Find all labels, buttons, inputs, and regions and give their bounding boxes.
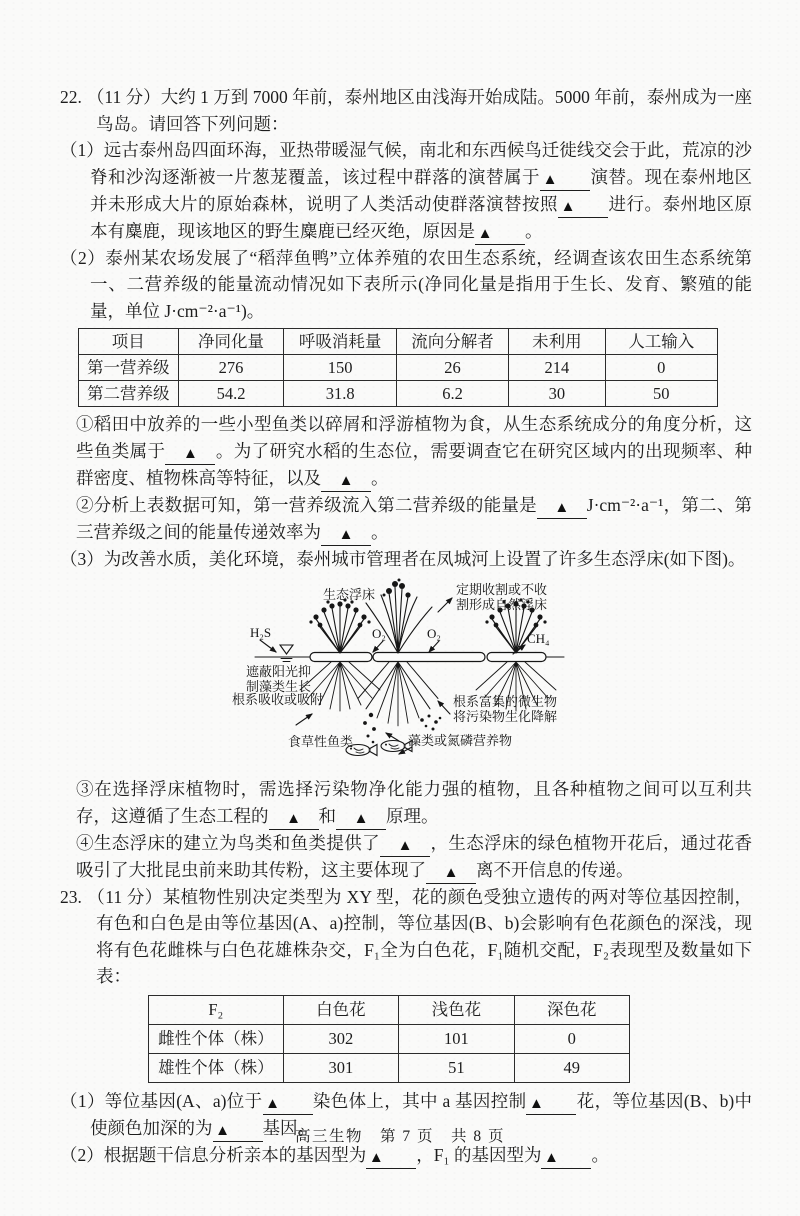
answer-blank: ▲ <box>336 811 386 830</box>
page-footer: 高三生物 第 7 页 共 8 页 <box>294 1128 505 1145</box>
algae-particles <box>420 715 441 731</box>
raft-middle <box>373 653 485 662</box>
iris-plant-middle <box>366 579 432 654</box>
label-harvest-1: 定期收割或不收 <box>456 582 548 597</box>
f2-phenotype-table <box>148 995 630 1083</box>
column-header: 净同化量 <box>178 329 284 355</box>
table-cell: 0 <box>605 355 717 381</box>
floating-rafts <box>310 653 546 662</box>
q23-part1: （1）等位基因(A、a)位于 ▲ 染色体上，其中 a 基因控制 ▲ 花，等位基因(B、b)中使颜色加深的为 ▲ 基因。 <box>60 1088 752 1142</box>
label-microbe-2: 将污染物生化降解 <box>453 709 558 724</box>
answer-blank: ▲ <box>380 838 430 857</box>
label-o2-left: O₂ <box>372 626 386 641</box>
table-header-row <box>79 329 718 355</box>
exam-page <box>60 84 752 1169</box>
table-cell: 276 <box>178 355 284 381</box>
label-algae-nutrients: 藻类或氮磷营养物 <box>408 733 513 748</box>
q22-part2-item2: ②分析上表数据可知，第一营养级流入第二营养级的能量是 ▲ J·cm⁻²·a⁻¹，第二、第三营养级之间的能量传递效率为 ▲ 。 <box>76 492 752 546</box>
q22-part3: （3）为改善水质，美化环境，泰州城市管理者在凤城河上设置了许多生态浮床(如下图)。 <box>60 548 746 569</box>
h2s-arrow <box>260 640 276 652</box>
column-header: 流向分解者 <box>396 329 508 355</box>
answer-blank: ▲ <box>426 865 476 884</box>
q23-stem-text: （11 分）某植物性别决定类型为 XY 型，花的颜色受独立遗传的两对等位基因控制，有色和白色是由等位基因(A、a)控制，等位基因(B、b)会影响有色花颜色的深浅，现将有色花雌株与白色花雄株杂交，F₁全为白色花，F₁随机交配，F₂表现型及数量如下表： <box>86 886 752 986</box>
q22-part2: （2）泰州某农场发展了“稻萍鱼鸭”立体养殖的农田生态系统，经调查该农田生态系统第一、二营养级的能量流动情况如下表所示(净同化量是指用于生长、发育、繁殖的能量，单位 J·cm⁻²·a⁻¹)。 <box>60 247 752 321</box>
microbe-arrow <box>438 701 450 714</box>
harvest-arrow <box>438 598 452 612</box>
table-cell: 214 <box>509 355 605 381</box>
raft-right <box>487 653 546 662</box>
q23-stem <box>60 884 752 990</box>
q22-number: 22. <box>60 87 82 107</box>
answer-blank: ▲ <box>541 1150 591 1169</box>
column-header: F₂ <box>149 995 284 1024</box>
table-cell: 雄性个体（株） <box>149 1053 284 1082</box>
q22-part3-item4: ④生态浮床的建立为鸟类和鱼类提供了 ▲ ，生态浮床的绿色植物开花后，通过花香吸引了大批昆虫前来助其传粉，这主要体现了 ▲ 离不开信息的传递。 <box>76 830 752 884</box>
label-root-absorb: 根系吸收或吸附 <box>232 692 324 707</box>
label-harvest-2: 割形成自然浮床 <box>456 597 548 612</box>
column-header: 未利用 <box>509 329 605 355</box>
answer-blank: ▲ <box>558 199 608 218</box>
fish-feed-arrow <box>386 733 399 741</box>
label-h2s: H₂S <box>250 625 272 640</box>
table-cell: 0 <box>514 1024 629 1053</box>
answer-blank: ▲ <box>526 1096 576 1115</box>
raft-left <box>310 653 372 662</box>
table-row <box>79 355 718 381</box>
table-cell: 6.2 <box>396 381 508 407</box>
table-cell: 50 <box>605 381 717 407</box>
label-shade-1: 遮蔽阳光抑 <box>246 664 312 679</box>
table-cell: 31.8 <box>284 381 396 407</box>
table-cell: 302 <box>283 1024 398 1053</box>
table-cell: 26 <box>396 355 508 381</box>
label-floating-bed: 生态浮床 <box>323 587 376 602</box>
label-herbivorous-fish: 食草性鱼类 <box>288 734 354 749</box>
table-cell: 301 <box>283 1053 398 1082</box>
answer-blank: ▲ <box>213 1123 263 1142</box>
question-22 <box>60 84 752 884</box>
column-header: 浅色花 <box>399 995 514 1024</box>
column-header: 项目 <box>79 329 179 355</box>
q22-stem <box>60 84 752 137</box>
answer-blank: ▲ <box>321 527 371 546</box>
floating-bed-figure <box>150 574 570 774</box>
label-shade-2: 制藻类生长 <box>246 679 312 694</box>
column-header: 深色花 <box>514 995 629 1024</box>
column-header: 人工输入 <box>605 329 717 355</box>
answer-blank: ▲ <box>366 1150 416 1169</box>
table-cell: 54.2 <box>178 381 284 407</box>
table-cell: 51 <box>399 1053 514 1082</box>
table-cell: 第二营养级 <box>79 381 179 407</box>
label-microbe-1: 根系富集的微生物 <box>453 694 558 709</box>
table-cell: 30 <box>509 381 605 407</box>
answer-blank: ▲ <box>540 172 590 191</box>
floating-bed-diagram <box>150 574 570 774</box>
answer-blank: ▲ <box>269 811 319 830</box>
water-level-icon <box>280 645 293 654</box>
q22-part2-item1: ①稻田中放养的一些小型鱼类以碎屑和浮游植物为食，从生态系统成分的角度分析，这些鱼类属于 ▲ 。为了研究水稻的生态位，需要调查它在研究区域内的出现频率、种群密度、植物株高等特征，以及 ▲ 。 <box>76 411 752 492</box>
table-row <box>149 1024 630 1053</box>
table-row <box>149 1053 630 1082</box>
table-cell: 49 <box>514 1053 629 1082</box>
q23-part2: （2）根据题干信息分析亲本的基因型为 ▲ ，F₁ 的基因型为 ▲ 。 <box>60 1142 752 1169</box>
column-header: 呼吸消耗量 <box>284 329 396 355</box>
o2-arrow-left <box>373 641 383 652</box>
q22-stem-text: （11 分）大约 1 万到 7000 年前，泰州地区由浅海开始成陆。5000 年前，泰州成为一座鸟岛。请回答下列问题： <box>86 87 752 134</box>
plant-cluster-left <box>309 598 370 653</box>
answer-blank: ▲ <box>321 473 371 492</box>
bubbles <box>363 713 376 744</box>
q22-part3-item3: ③在选择浮床植物时，需选择污染物净化能力强的植物，且各种植物之间可以互利共存，这遵循了生态工程的 ▲ 和 ▲ 原理。 <box>76 776 752 830</box>
table-cell: 第一营养级 <box>79 355 179 381</box>
table-cell: 雌性个体（株） <box>149 1024 284 1053</box>
table-cell: 101 <box>399 1024 514 1053</box>
answer-blank: ▲ <box>263 1096 313 1115</box>
answer-blank: ▲ <box>165 446 215 465</box>
table-header-row <box>149 995 630 1024</box>
label-o2-right: O₂ <box>427 626 441 641</box>
label-ch4: CH₄ <box>527 631 550 646</box>
root-absorb-arrow <box>296 714 312 725</box>
answer-blank: ▲ <box>475 226 525 245</box>
answer-blank: ▲ <box>537 500 587 519</box>
energy-flow-table <box>78 328 718 407</box>
q23-number: 23. <box>60 886 82 907</box>
table-row <box>79 381 718 407</box>
q22-part1: （1）远古泰州岛四面环海，亚热带暖湿气候，南北和东西候鸟迁徙线交会于此，荒凉的沙脊和沙沟逐渐被一片葱茏覆盖，该过程中群落的演替属于 ▲ 演替。现在泰州地区并未形成大片的原始森林，说明了人类活动使群落演替按照 ▲ 进行。泰州地区原本有麋鹿，现该地区的野生麋鹿已经灭绝，原因是 ▲ 。 <box>60 137 752 245</box>
column-header: 白色花 <box>283 995 398 1024</box>
table-cell: 150 <box>284 355 396 381</box>
o2-arrow-right <box>429 641 439 652</box>
